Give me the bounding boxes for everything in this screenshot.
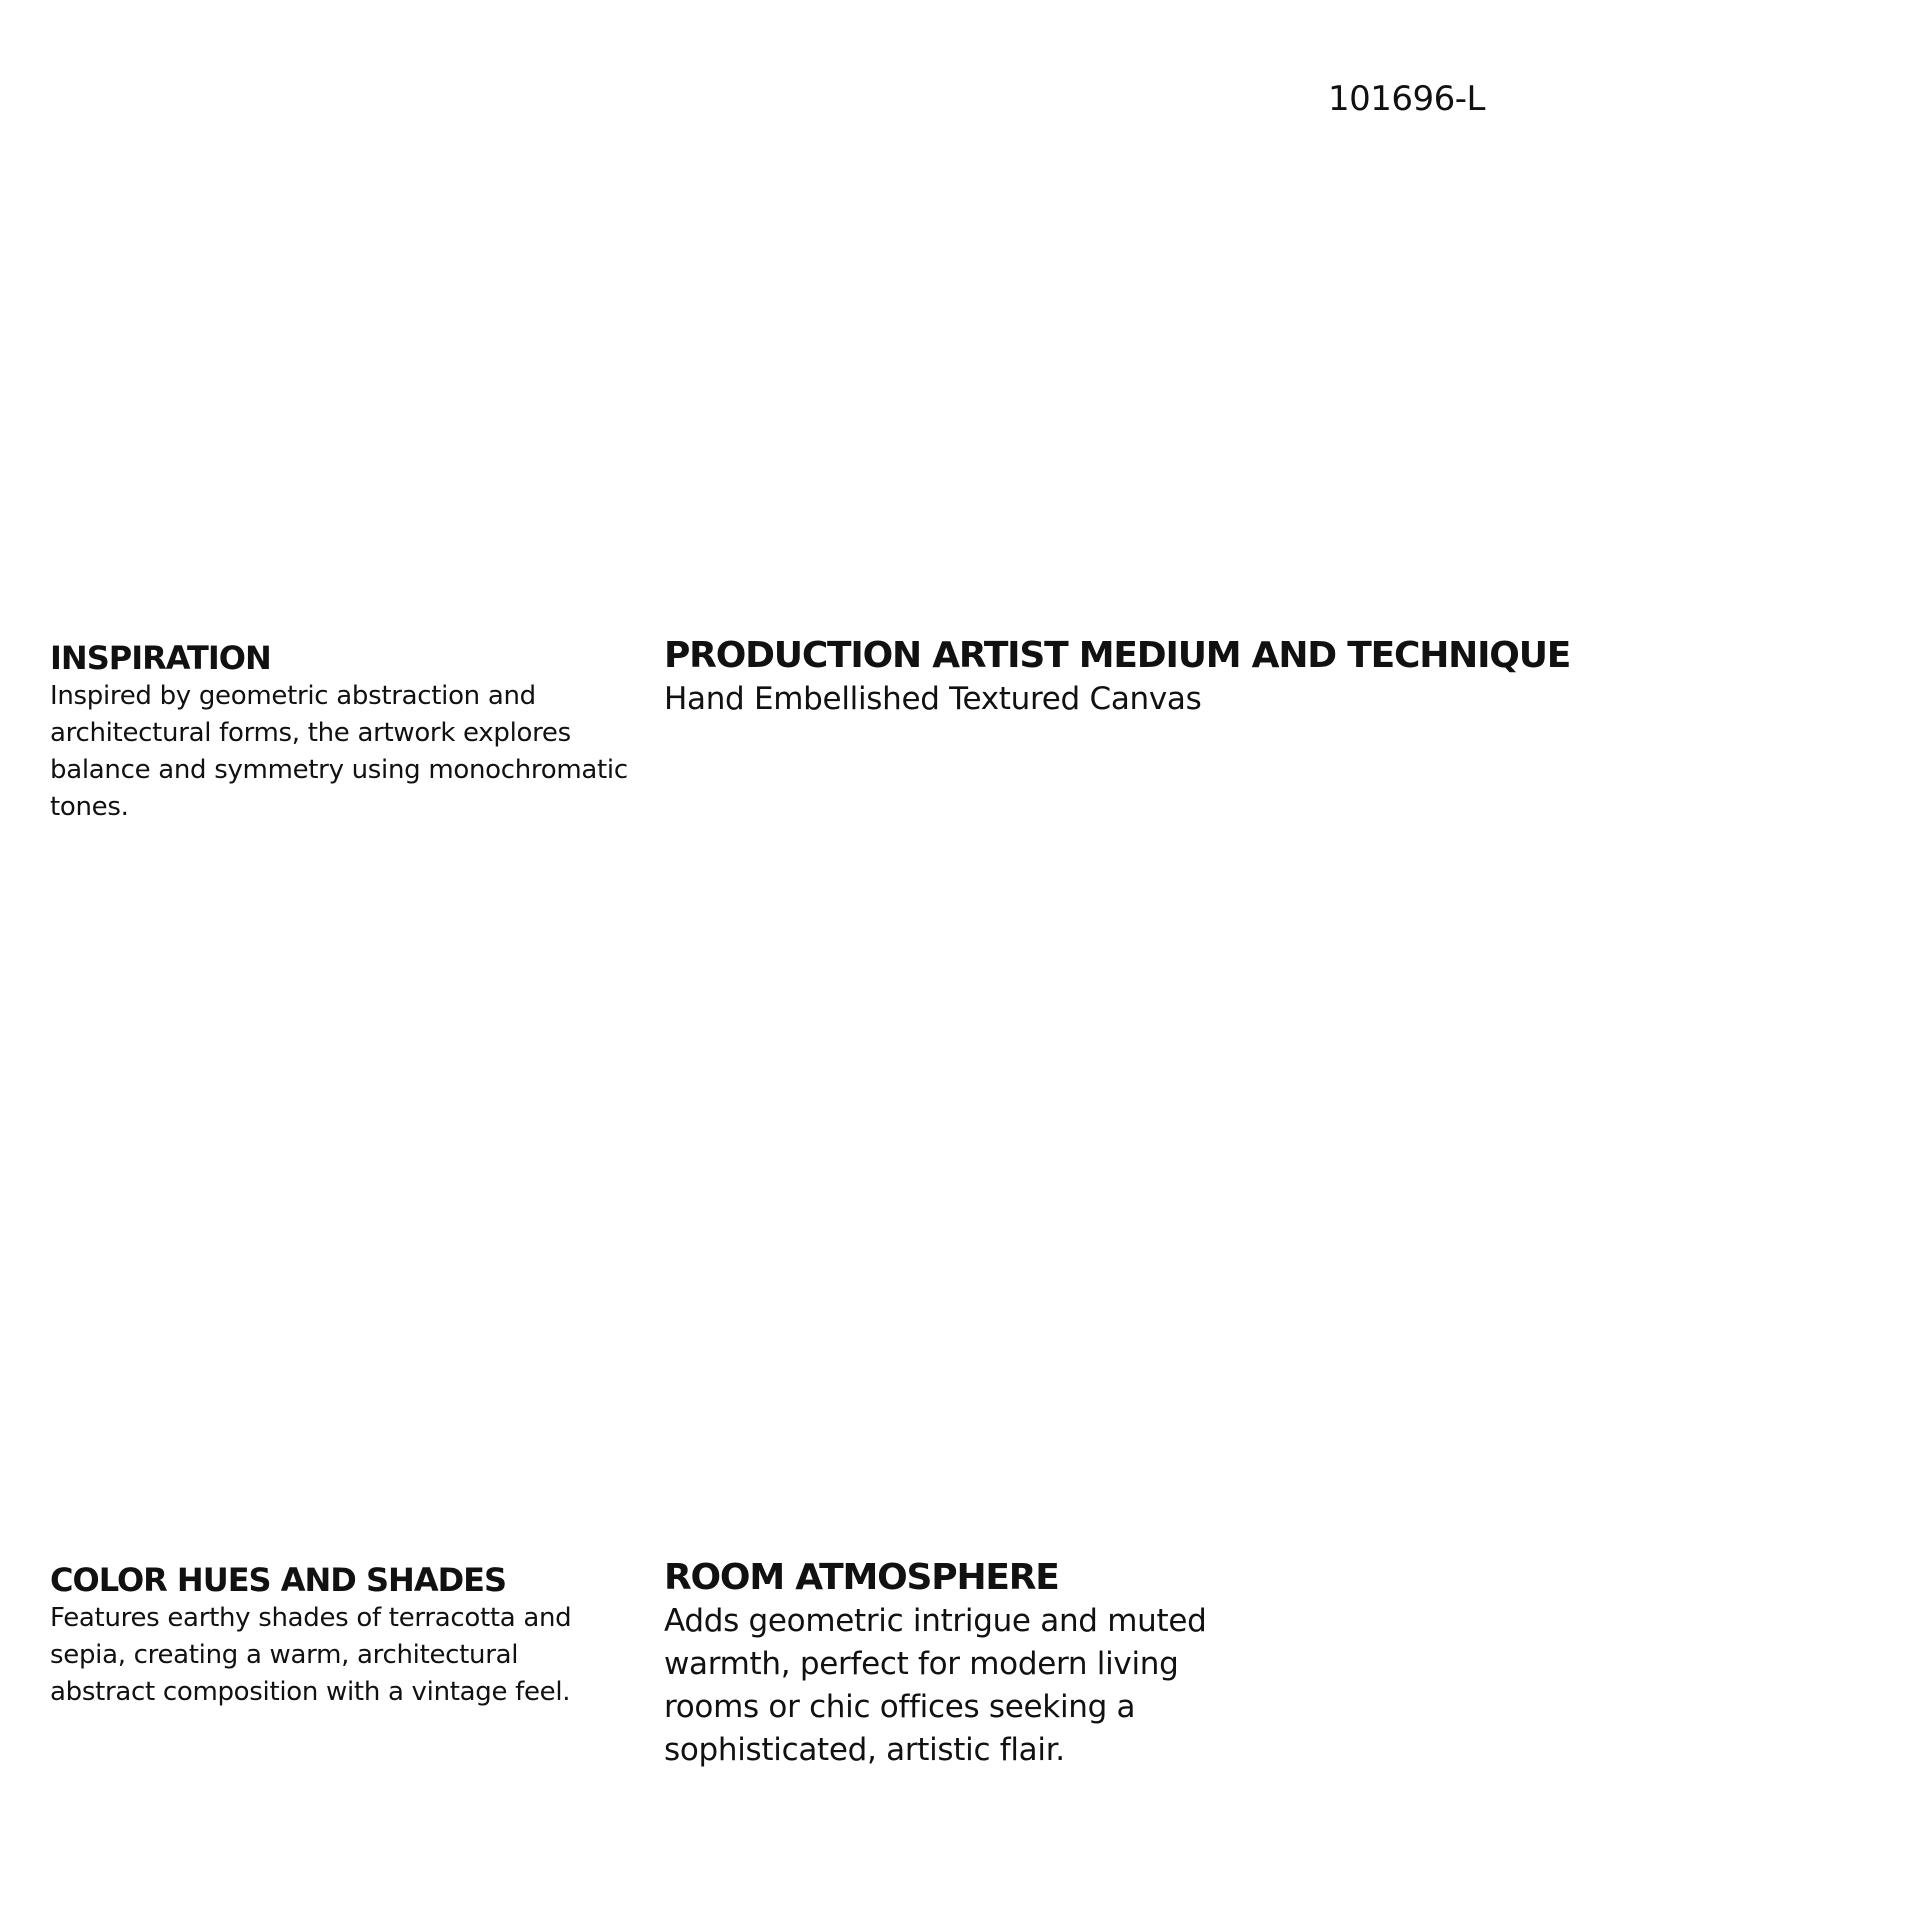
- room-atmosphere-section: [664, 1556, 1224, 1772]
- inspiration-heading: INSPIRATION: [50, 639, 271, 677]
- color-section: [50, 1560, 630, 1711]
- production-text: Hand Embellished Textured Canvas: [664, 681, 1202, 717]
- color-heading: COLOR HUES AND SHADES: [50, 1561, 507, 1599]
- color-text: Features earthy shades of terracotta and sepia, creating a warm, architectural abstract composition with a vintage feel.: [50, 1603, 572, 1707]
- room-atmosphere-text: Adds geometric intrigue and muted warmth, perfect for modern living rooms or chic offices seeking a sophisticated, artistic flair.: [664, 1603, 1207, 1768]
- inspiration-section: [50, 638, 630, 826]
- product-sku: 101696-L: [1328, 79, 1486, 119]
- production-heading: PRODUCTION ARTIST MEDIUM AND TECHNIQUE: [664, 635, 1571, 676]
- inspiration-text: Inspired by geometric abstraction and architectural forms, the artwork explores balance and symmetry using monochromatic tones.: [50, 681, 628, 822]
- room-atmosphere-heading: ROOM ATMOSPHERE: [664, 1557, 1059, 1598]
- production-section: [664, 634, 1571, 721]
